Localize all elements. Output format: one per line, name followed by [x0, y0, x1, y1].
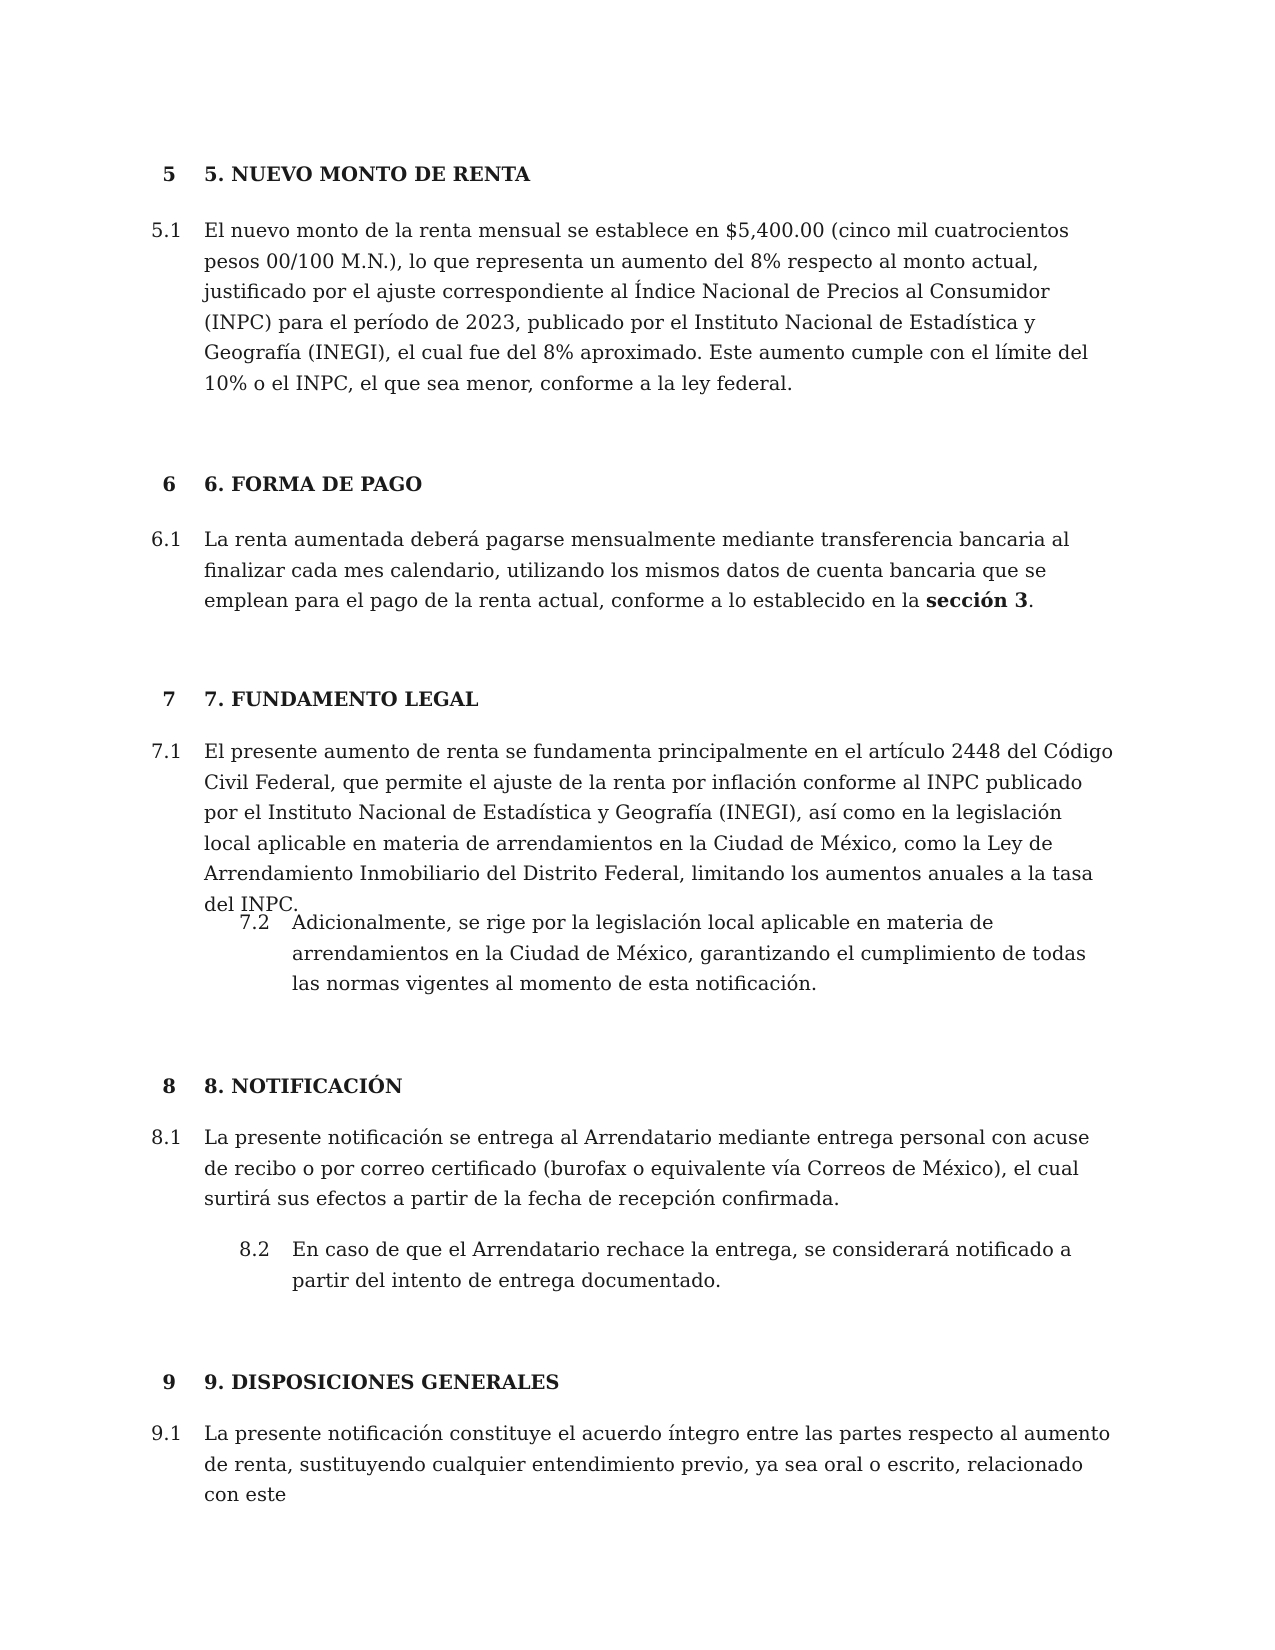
paragraph-text: El nuevo monto de la renta mensual se establece en $5,400.00 (cinco mil cuatrocientos pesos 00/100 M.N.), lo que representa un aumento del 8% respecto al monto actual, justificado por el ajuste correspondiente al Índice Nacional de Precios al Consumidor (INPC) para el período de 2023, publicado por el Instituto Nacional de Estadística y Geografía (INEGI), el cual fue del 8% aproximado. Este aumento cumple con el límite del 10% o el INPC, el que sea menor, conforme a la ley federal. [204, 219, 1089, 395]
section-number: 7 [162, 688, 176, 711]
paragraph-text-part: La renta aumentada deberá pagarse mensualmente mediante transferencia bancaria al finalizar cada mes calendario, utilizando los mismos datos de cuenta bancaria que se emplean para el pago de la renta actual, conforme a lo establecido en la [204, 528, 1070, 612]
paragraph-number: 8.2 [238, 1238, 270, 1261]
paragraph-text-part: . [1028, 589, 1035, 612]
paragraph-text: El presente aumento de renta se fundamenta principalmente en el artículo 2448 del Código Civil Federal, que permite el ajuste de la renta por inflación conforme al INPC publicado por el Instituto Nacional de Estadística y Geografía (INEGI), así como en la legislación local aplicable en materia de arrendamientos en la Ciudad de México, como la Ley de Arrendamiento Inmobiliario del Distrito Federal, limitando los aumentos anuales a la tasa del INPC. [204, 740, 1114, 916]
section-title: 8. NOTIFICACIÓN [204, 1075, 403, 1098]
paragraph-number: 5.1 [150, 219, 182, 242]
paragraph-text: Adicionalmente, se rige por la legislación local aplicable en materia de arrendamientos en la Ciudad de México, garantizando el cumplimiento de todas las normas vigentes al momento de esta notificación. [292, 911, 1086, 995]
paragraph-number: 6.1 [150, 528, 182, 551]
section-title: 7. FUNDAMENTO LEGAL [204, 688, 479, 711]
section-reference: sección 3 [925, 589, 1029, 612]
section-title: 6. FORMA DE PAGO [204, 473, 423, 496]
section-number: 6 [162, 473, 176, 496]
paragraph-text [204, 525, 1104, 617]
paragraph-text: La presente notificación constituye el acuerdo íntegro entre las partes respecto al aumento de renta, sustituyendo cualquier entendimiento previo, ya sea oral o escrito, relacionado con este [204, 1422, 1111, 1506]
section-number: 5 [162, 163, 176, 186]
paragraph-number: 7.1 [150, 740, 182, 763]
paragraph-number: 8.1 [150, 1126, 182, 1149]
paragraph-number: 7.2 [238, 911, 270, 934]
section-number: 8 [162, 1075, 176, 1098]
paragraph-text: La presente notificación se entrega al Arrendatario mediante entrega personal con acuse de recibo o por correo certificado (burofax o equivalente vía Correos de México), el cual surtirá sus efectos a partir de la fecha de recepción confirmada. [204, 1126, 1090, 1210]
section-title: 9. DISPOSICIONES GENERALES [204, 1371, 560, 1394]
section-title: 5. NUEVO MONTO DE RENTA [204, 163, 531, 186]
section-number: 9 [162, 1371, 176, 1394]
paragraph-text: En caso de que el Arrendatario rechace la entrega, se considerará notificado a partir del intento de entrega documentado. [292, 1238, 1072, 1292]
paragraph-number: 9.1 [150, 1422, 182, 1445]
